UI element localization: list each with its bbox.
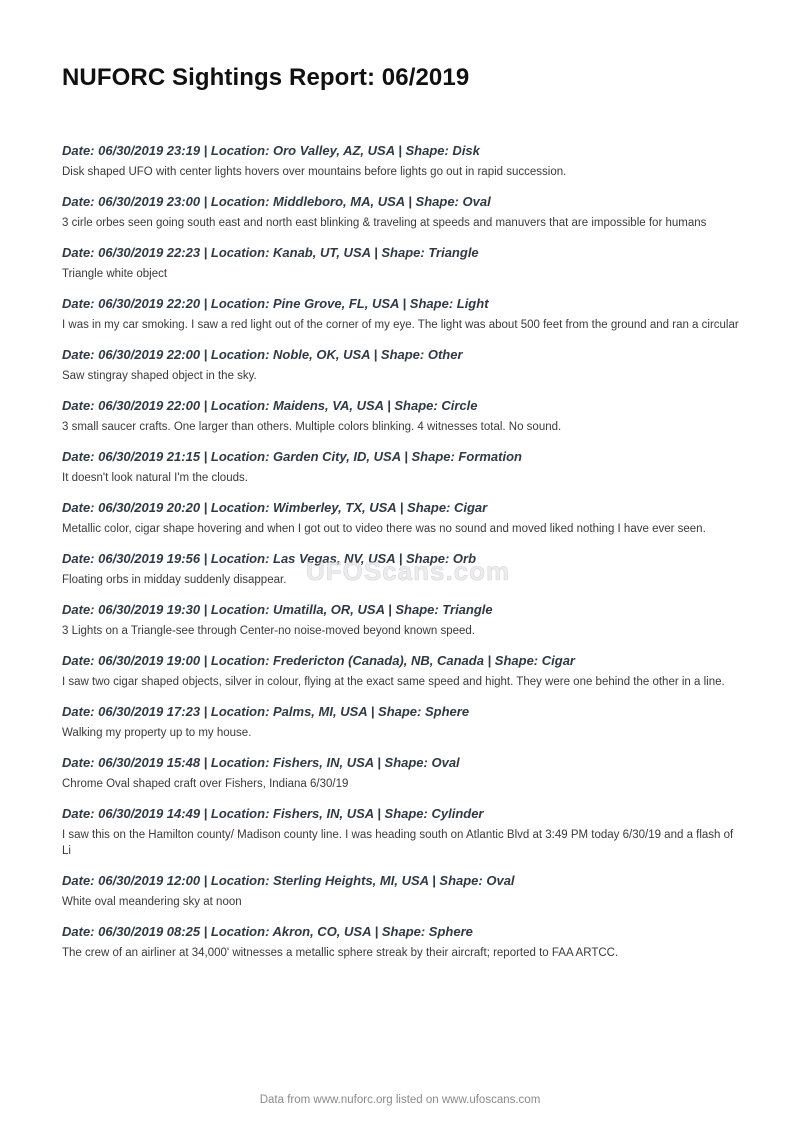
list-item [62,703,742,741]
entry-header: Date: 06/30/2019 22:00 | Location: Noble, OK, USA | Shape: Other [62,347,463,362]
list-item [62,499,742,537]
list-item [62,142,742,180]
entry-header: Date: 06/30/2019 22:23 | Location: Kanab, UT, USA | Shape: Triangle [62,245,479,260]
entry-header: Date: 06/30/2019 14:49 | Location: Fishers, IN, USA | Shape: Cylinder [62,806,484,821]
list-item [62,550,742,588]
entry-description: I saw this on the Hamilton county/ Madison county line. I was heading south on Atlantic Blvd at 3:49 PM today 6/30/19 and a flash of Li [62,829,734,857]
sightings-list [62,142,742,974]
list-item [62,448,742,486]
entry-header: Date: 06/30/2019 17:23 | Location: Palms, MI, USA | Shape: Sphere [62,704,470,719]
list-item [62,346,742,384]
entry-description: Triangle white object [62,268,168,280]
entry-description: I was in my car smoking. I saw a red light out of the corner of my eye. The light was about 500 feet from the ground and ran a circular [62,319,739,331]
entry-description: It doesn't look natural I'm the clouds. [62,472,248,484]
entry-header: Date: 06/30/2019 19:00 | Location: Fredericton (Canada), NB, Canada | Shape: Cigar [62,653,575,668]
entry-description: 3 cirle orbes seen going south east and north east blinking & traveling at speeds and manuvers that are impossible for humans [62,217,707,229]
footer-credit: Data from www.nuforc.org listed on www.ufoscans.com [259,1094,541,1106]
list-item [62,244,742,282]
entry-description: Walking my property up to my house. [62,727,252,739]
entry-header: Date: 06/30/2019 23:00 | Location: Middleboro, MA, USA | Shape: Oval [62,194,491,209]
entry-header: Date: 06/30/2019 21:15 | Location: Garden City, ID, USA | Shape: Formation [62,449,522,464]
entry-description: 3 small saucer crafts. One larger than others. Multiple colors blinking. 4 witnesses total. No sound. [62,421,562,433]
list-item [62,397,742,435]
entry-header: Date: 06/30/2019 19:30 | Location: Umatilla, OR, USA | Shape: Triangle [62,602,493,617]
page-title: NUFORC Sightings Report: 06/2019 [62,64,470,91]
entry-description: Saw stingray shaped object in the sky. [62,370,257,382]
list-item [62,601,742,639]
entry-header: Date: 06/30/2019 20:20 | Location: Wimberley, TX, USA | Shape: Cigar [62,500,488,515]
watermark: UFOScans.com [306,556,511,586]
entry-header: Date: 06/30/2019 22:00 | Location: Maidens, VA, USA | Shape: Circle [62,398,478,413]
entry-header: Date: 06/30/2019 15:48 | Location: Fishers, IN, USA | Shape: Oval [62,755,460,770]
list-item [62,805,742,859]
entry-description: Metallic color, cigar shape hovering and when I got out to video there was no sound and moved liked nothing I have ever seen. [62,523,706,535]
entry-description: 3 Lights on a Triangle-see through Center-no noise-moved beyond known speed. [62,625,475,637]
list-item [62,872,742,910]
list-item [62,295,742,333]
entry-header: Date: 06/30/2019 08:25 | Location: Akron, CO, USA | Shape: Sphere [62,924,473,939]
list-item [62,923,742,961]
entry-description: I saw two cigar shaped objects, silver in colour, flying at the exact same speed and hight. They were one behind the other in a line. [62,676,725,688]
entry-description: White oval meandering sky at noon [62,896,242,908]
list-item [62,754,742,792]
entry-header: Date: 06/30/2019 23:19 | Location: Oro Valley, AZ, USA | Shape: Disk [62,143,480,158]
entry-description: Chrome Oval shaped craft over Fishers, Indiana 6/30/19 [62,778,349,790]
list-item [62,193,742,231]
entry-description: The crew of an airliner at 34,000' witnesses a metallic sphere streak by their aircraft; reported to FAA ARTCC. [62,947,619,959]
entry-header: Date: 06/30/2019 22:20 | Location: Pine Grove, FL, USA | Shape: Light [62,296,489,311]
list-item [62,652,742,690]
entry-header: Date: 06/30/2019 19:56 | Location: Las Vegas, NV, USA | Shape: Orb [62,551,477,566]
entry-description: Floating orbs in midday suddenly disappear. [62,574,287,586]
entry-description: Disk shaped UFO with center lights hovers over mountains before lights go out in rapid succession. [62,166,567,178]
entry-header: Date: 06/30/2019 12:00 | Location: Sterling Heights, MI, USA | Shape: Oval [62,873,515,888]
